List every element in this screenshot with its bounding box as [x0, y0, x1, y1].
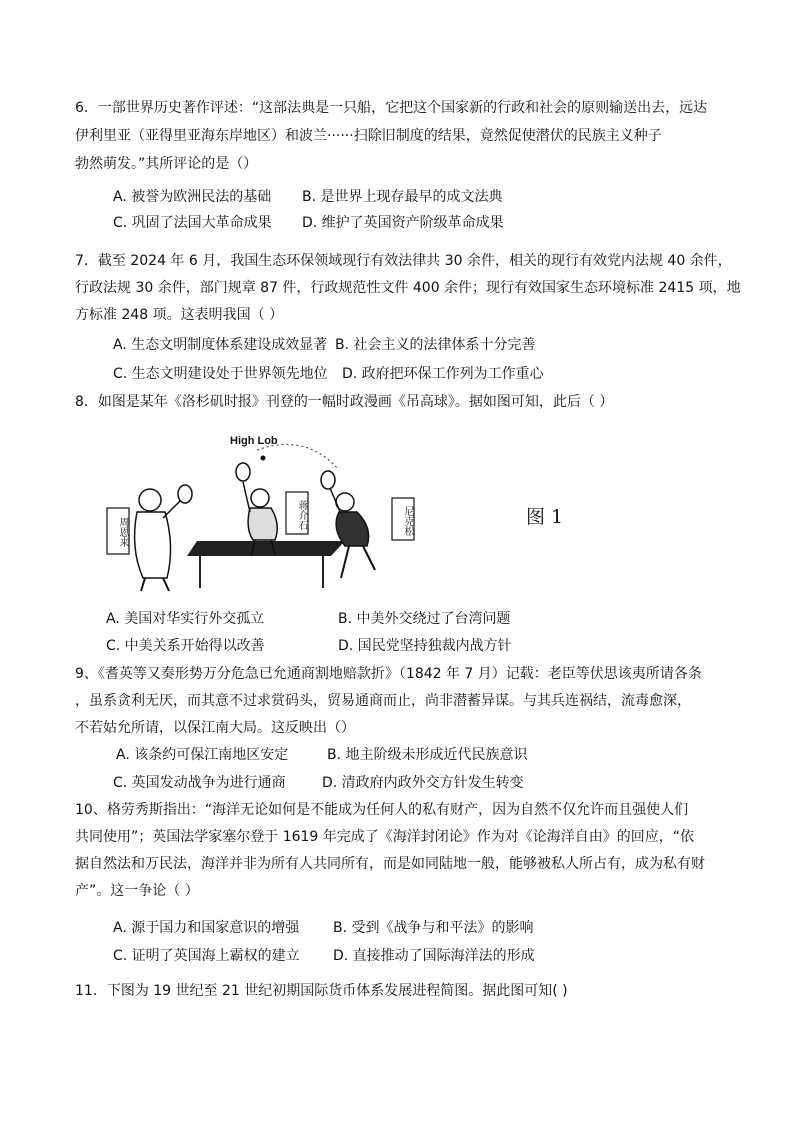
q10-stem-line-3: 据自然法和万民法，海洋并非为所有人共同所有，而是如同陆地一般，能够被私人所占有，成为私有财	[75, 856, 705, 872]
q9-option-a: A. 该条约可保江南地区安定	[116, 747, 289, 763]
q10-option-b: B. 受到《战争与和平法》的影响	[333, 920, 534, 936]
cartoon-figure	[105, 428, 435, 596]
figure-label: 图 1	[526, 506, 564, 528]
ping-pong-table-top	[187, 541, 345, 556]
q7-stem-line-2: 行政法规 30 余件，部门规章 87 件，行政规范性文件 400 余件；现行有效国家生态环境标准 2415 项，地	[75, 280, 741, 296]
ball-trajectory	[257, 444, 337, 468]
q9-stem-line-3: 不若姑允所请，以保江南大局。这反映出（）	[75, 720, 355, 736]
cartoon-caption: High Lob	[230, 435, 278, 447]
q10-stem-line-1: 10、格劳秀斯指出：“海洋无论如何是不能成为任何人的私有财产，因为自然不仅允许而且强使人们	[75, 802, 689, 818]
q8-stem-line-1: 8．如图是某年《洛杉矶时报》刊登的一幅时政漫画《吊高球》。据如图可知，此后（ ）	[75, 394, 614, 410]
q8-option-a: A. 美国对华实行外交孤立	[106, 611, 265, 627]
q8-option-c: C. 中美关系开始得以改善	[106, 638, 265, 654]
cartoon-illustration	[105, 428, 435, 596]
q8-option-b: B. 中美外交绕过了台湾问题	[338, 611, 511, 627]
q7-stem-line-1: 7．截至 2024 年 6 月，我国生态环保领域现行有效法律共 30 余件，相关的现行有效党内法规 40 余件，	[75, 253, 732, 269]
q9-stem-line-2: ，虽系贪利无厌，而其意不过求赏码头，贸易通商而止，尚非潜蓄异谋。与其兵连祸结，流毒愈深，	[75, 693, 691, 709]
q10-option-c: C. 证明了英国海上霸权的建立	[113, 948, 300, 964]
q6-stem-line-3: 勃然萌发。”其所评论的是（）	[75, 156, 258, 172]
label-zhou-enlai: 周恩来	[117, 517, 128, 547]
q6-option-d: D. 维护了英国资产阶级革命成果	[302, 215, 504, 231]
q11-stem-line-1: 11．下图为 19 世纪至 21 世纪初期国际货币体系发展进程简图。据此图可知( )	[75, 983, 568, 999]
label-chiang-kai-shek: 蒋介石	[296, 500, 307, 530]
q10-option-a: A. 源于国力和国家意识的增强	[113, 920, 300, 936]
q10-stem-line-2: 共同使用”；英国法学家塞尔登于 1619 年完成了《海洋封闭论》作为对《论海洋自由》的回应，“依	[75, 829, 695, 845]
q6-option-c: C. 巩固了法国大革命成果	[113, 215, 272, 231]
q7-option-b: B. 社会主义的法律体系十分完善	[335, 337, 536, 353]
q9-option-b: B. 地主阶级未形成近代民族意识	[327, 747, 528, 763]
q7-option-d: D. 政府把环保工作列为工作重心	[342, 366, 544, 382]
q7-option-c: C. 生态文明建设处于世界领先地位	[113, 366, 328, 382]
q10-option-d: D. 直接推动了国际海洋法的形成	[333, 948, 535, 964]
q6-stem-line-2: 伊利里亚（亚得里亚海东岸地区）和波兰······扫除旧制度的结果，竟然促使潜伏的民族主义种子	[75, 128, 662, 144]
q8-option-d: D. 国民党坚持独裁内战方针	[338, 638, 512, 654]
q9-option-d: D. 清政府内政外交方针发生转变	[322, 775, 524, 791]
q7-option-a: A. 生态文明制度体系建设成效显著	[113, 337, 328, 353]
q7-stem-line-3: 方标准 248 项。这表明我国（ ）	[75, 307, 284, 323]
q10-stem-line-4: 产”。这一争论（ ）	[75, 883, 199, 899]
q6-option-a: A. 被誉为欧洲民法的基础	[113, 189, 272, 205]
label-nixon: 尼克松	[402, 506, 413, 536]
q9-stem-line-1: 9、《耆英等又奏形势万分危急已允通商割地赔款折》（1842 年 7 月）记载：老臣等伏思该夷所请各条	[75, 666, 702, 682]
q6-option-b: B. 是世界上现存最早的成文法典	[302, 189, 503, 205]
ping-pong-ball	[261, 456, 266, 461]
q6-stem-line-1: 6．一部世界历史著作评述：“这部法典是一只船，它把这个国家新的行政和社会的原则输送出去，远达	[75, 100, 708, 116]
q9-option-c: C. 英国发动战争为进行通商	[113, 775, 286, 791]
